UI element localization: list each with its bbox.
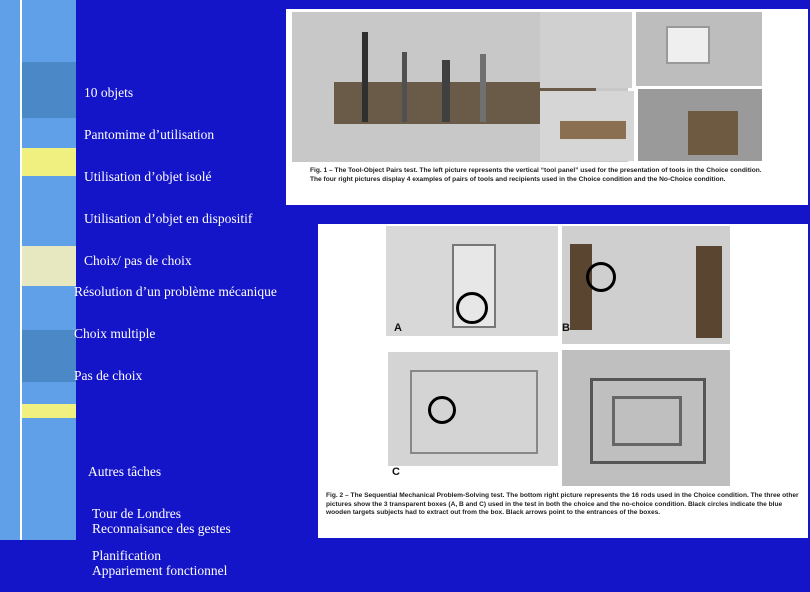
text-block-gestures [92, 494, 231, 592]
text-line: Résolution d’un problème mécanique [74, 284, 277, 299]
tool-shape [480, 54, 486, 122]
strip-block [22, 330, 76, 382]
box-shape [666, 26, 710, 64]
box-b-photo [562, 226, 730, 344]
figure-1-panel [286, 9, 808, 205]
box-a-photo [386, 226, 558, 336]
tool-shape [362, 32, 368, 122]
decorative-left-strip [0, 0, 76, 540]
tool-shape [442, 60, 450, 122]
text-block-tests [84, 58, 252, 282]
text-line: Autres tâches [88, 464, 162, 479]
strip-block [22, 246, 76, 286]
bulb-pair-photo [540, 12, 632, 88]
strip-block [22, 62, 76, 118]
text-line: Utilisation d’objet en dispositif [84, 211, 253, 226]
saw-pair-photo [540, 91, 634, 161]
wood-block [560, 121, 626, 139]
target-circle [456, 292, 488, 324]
key-pair-photo [638, 89, 762, 161]
text-line: Appariement fonctionnel [92, 563, 228, 578]
wood-side [570, 244, 592, 330]
label-b: B [562, 322, 570, 334]
box-c-photo [388, 352, 558, 466]
figure-2-panel [318, 224, 808, 538]
figure-2-caption: Fig. 2 – The Sequential Mechanical Problem-Solving test. The bottom right picture represents the 16 rods used in the Choice condition. The three other pictures show the 3 transparent boxes (A, B and C) used in the test in both the choice and the no-choice condition. Black circles indicate the blue wooden targets subjects had to extract out from the box. Black arrows point to the entrances of the boxes. [326, 492, 799, 517]
rods-photo [562, 350, 730, 486]
target-circle [586, 262, 616, 292]
text-line: Pantomime d’utilisation [84, 127, 215, 142]
text-line: 10 objets [84, 85, 134, 100]
wood-side [696, 246, 722, 338]
wood-block [688, 111, 738, 155]
text-line: Tour de Londres [92, 506, 182, 521]
label-a: A [394, 322, 402, 334]
figure-1-caption: Fig. 1 – The Tool-Object Pairs test. The left picture represents the vertical “tool panel” used for the presentation of tools in the Choice condition. The four right pictures display 4 examples of pairs of tools and recipients used in the Choice condition and the No-Choice condition. [310, 167, 762, 183]
label-c: C [392, 466, 400, 478]
text-line: Pas de choix [74, 368, 143, 383]
rod-frame [612, 396, 682, 446]
text-block-problem [74, 257, 277, 397]
text-line: Reconnaisance des gestes [92, 521, 231, 536]
text-line: Choix multiple [74, 326, 156, 341]
text-line: Planification [92, 548, 161, 563]
text-line: Choix/ pas de choix [84, 253, 192, 268]
target-circle [428, 396, 456, 424]
tool-shape [402, 52, 407, 122]
text-line: Utilisation d’objet isolé [84, 169, 212, 184]
strip-block [22, 148, 76, 176]
tool-pair-photo [636, 12, 762, 86]
strip-block [22, 404, 76, 418]
